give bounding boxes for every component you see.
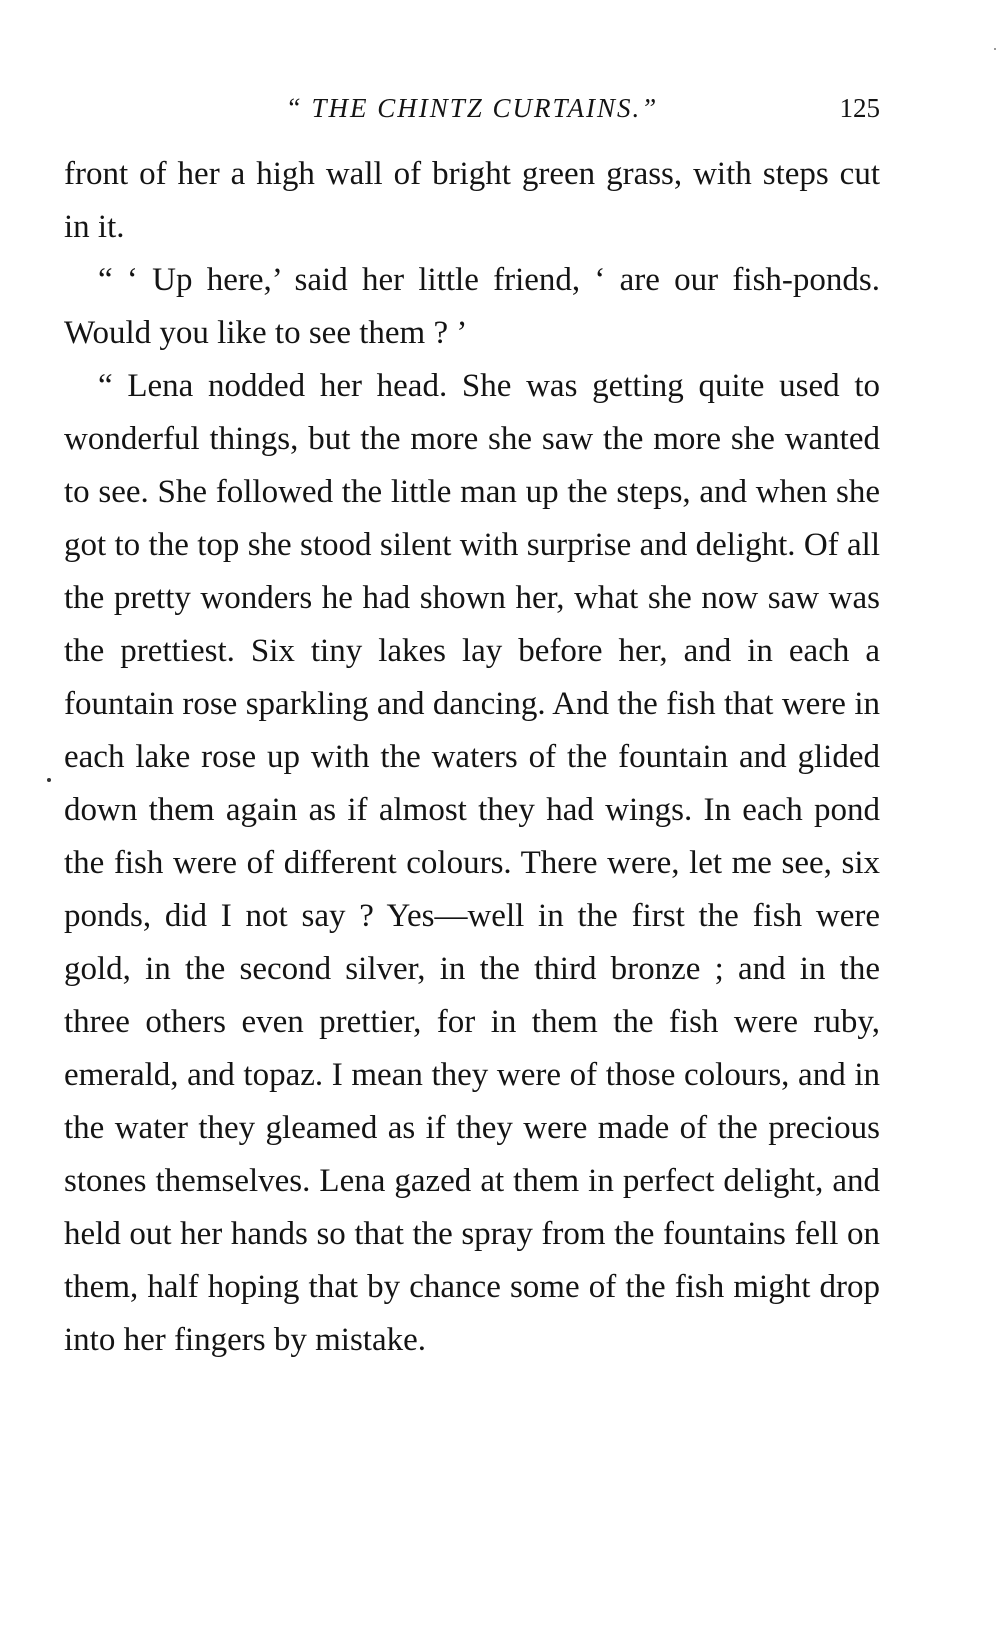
stray-ink-dot <box>47 778 51 782</box>
paragraph-2: “ ‘ Up here,’ said her little friend, ‘ are our fish-ponds. Would you like to see them ? ’ <box>64 262 880 351</box>
paragraph-3: “ Lena nodded her head. She was getting quite used to wonderful things, but the more she saw the more she wanted to see. She followed the little man up the steps, and when she got to the top she stood silent with surprise and delight. Of all the pretty wonders he had shown her, what she now saw was the prettiest. Six tiny lakes lay before her, and in each a fountain rose sparkling and dancing. And the fish that were in each lake rose up with the waters of the fountain and glided down them again as if almost they had wings. In each pond the fish were of different colours. There were, let me see, six ponds, did I not say ? Yes—well in the first the fish were gold, in the second silver, in the third bronze ; and in the three others even prettier, for in them the fish were ruby, emerald, and topaz. I mean they were of those colours, and in the water they gleamed as if they were made of the precious stones themselves. Lena gazed at them in perfect delight, and held out her hands so that the spray from the fountains fell on them, half hoping that by chance some of the fish might drop into her fingers by mistake. <box>64 368 880 1358</box>
edge-speck <box>994 48 996 50</box>
page-number: 125 <box>839 93 880 123</box>
paragraph-1: front of her a high wall of bright green grass, with steps cut in it. <box>64 156 880 245</box>
body-text <box>64 148 880 1367</box>
running-head <box>64 88 880 134</box>
running-title: “ THE CHINTZ CURTAINS.” <box>285 93 659 123</box>
